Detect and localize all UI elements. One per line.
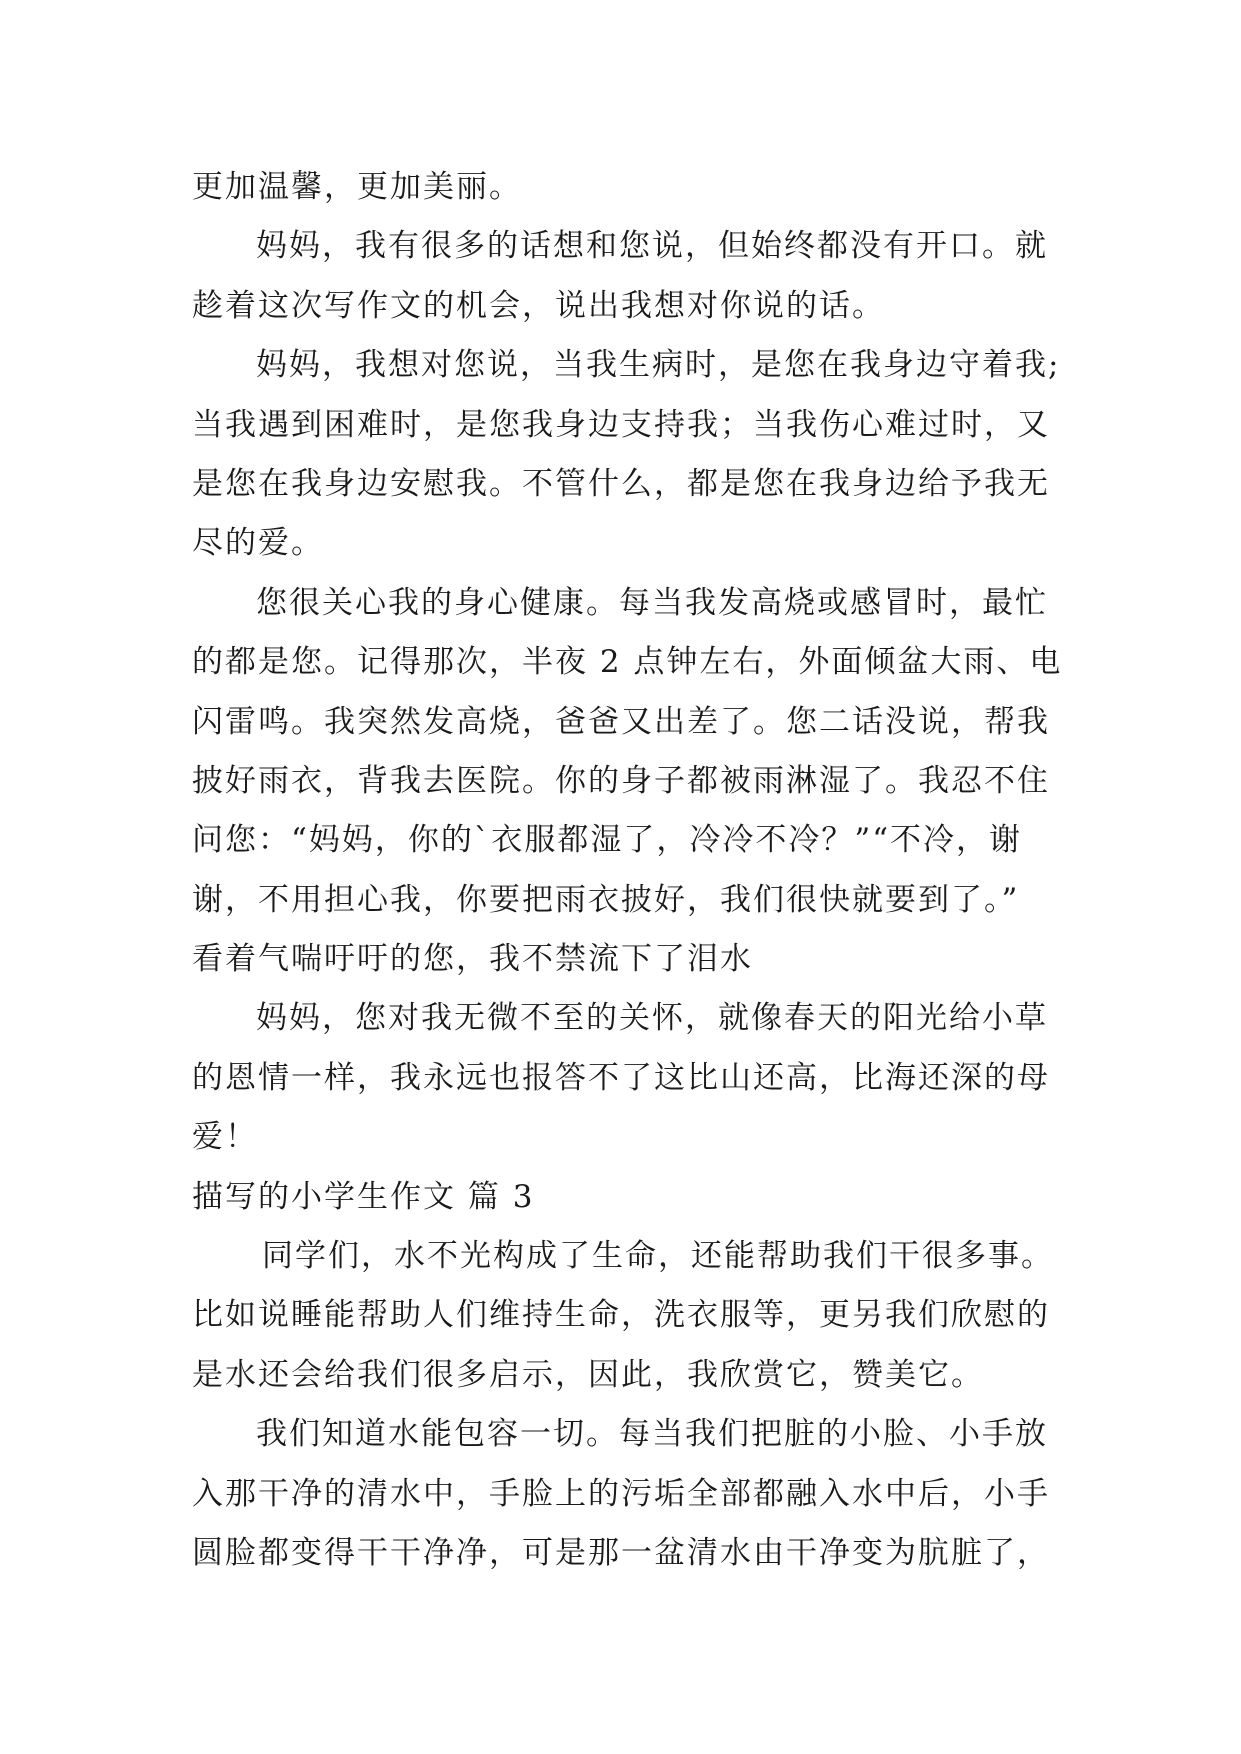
text-line: 妈妈，我想对您说，当我生病时，是您在我身边守着我; [256, 347, 1061, 384]
text-line: 爱！ [192, 1119, 258, 1156]
text-line: 的恩情一样，我永远也报答不了这比山还高，比海还深的母 [192, 1059, 1050, 1096]
text-line: 的都是您。记得那次，半夜 2 点钟左右，外面倾盆大雨、电 [192, 644, 1063, 681]
text-line: 是水还会给我们很多启示，因此，我欣赏它，赞美它。 [192, 1356, 984, 1393]
text-line: 尽的爱。 [192, 525, 324, 562]
text-line: 更加温馨，更加美丽。 [192, 169, 522, 205]
text-line: 闪雷鸣。我突然发高烧，爸爸又出差了。您二话没说，帮我 [192, 703, 1050, 740]
text-line: 披好雨衣，背我去医院。你的身子都被雨淋湿了。我忍不住 [192, 762, 1050, 799]
text-line: 我们知道水能包容一切。每当我们把脏的小脸、小手放 [256, 1416, 1048, 1453]
text-line: 看着气喘吁吁的您，我不禁流下了泪水 [192, 941, 753, 978]
text-line: 妈妈，我有很多的话想和您说，但始终都没有开口。就 [256, 228, 1048, 265]
text-line: 入那干净的清水中，手脸上的污垢全部都融入水中后，小手 [192, 1475, 1050, 1512]
text-line: 圆脸都变得干干净净，可是那一盆清水由干净变为肮脏了， [192, 1534, 1050, 1571]
section-heading: 描写的小学生作文 篇 3 [192, 1178, 535, 1215]
text-line: 问您：“妈妈，你的`衣服都湿了，冷冷不冷？”“不冷，谢 [192, 822, 1023, 859]
text-line: 您很关心我的身心健康。每当我发高烧或感冒时，最忙 [256, 584, 1048, 621]
text-line: 当我遇到困难时，是您我身边支持我；当我伤心难过时，又 [192, 406, 1050, 443]
text-line: 谢，不用担心我，你要把雨衣披好，我们很快就要到了。” [192, 881, 1020, 918]
text-line: 同学们，水不光构成了生命，还能帮助我们干很多事。 [262, 1238, 1054, 1275]
text-line: 是您在我身边安慰我。不管什么，都是您在我身边给予我无 [192, 465, 1050, 502]
text-line: 比如说睡能帮助人们维持生命，洗衣服等，更另我们欣慰的 [192, 1297, 1050, 1334]
text-line: 妈妈，您对我无微不至的关怀，就像春天的阳光给小草 [256, 1000, 1048, 1037]
essay-body [192, 158, 1062, 1583]
text-line: 趁着这次写作文的机会，说出我想对你说的话。 [192, 287, 885, 324]
